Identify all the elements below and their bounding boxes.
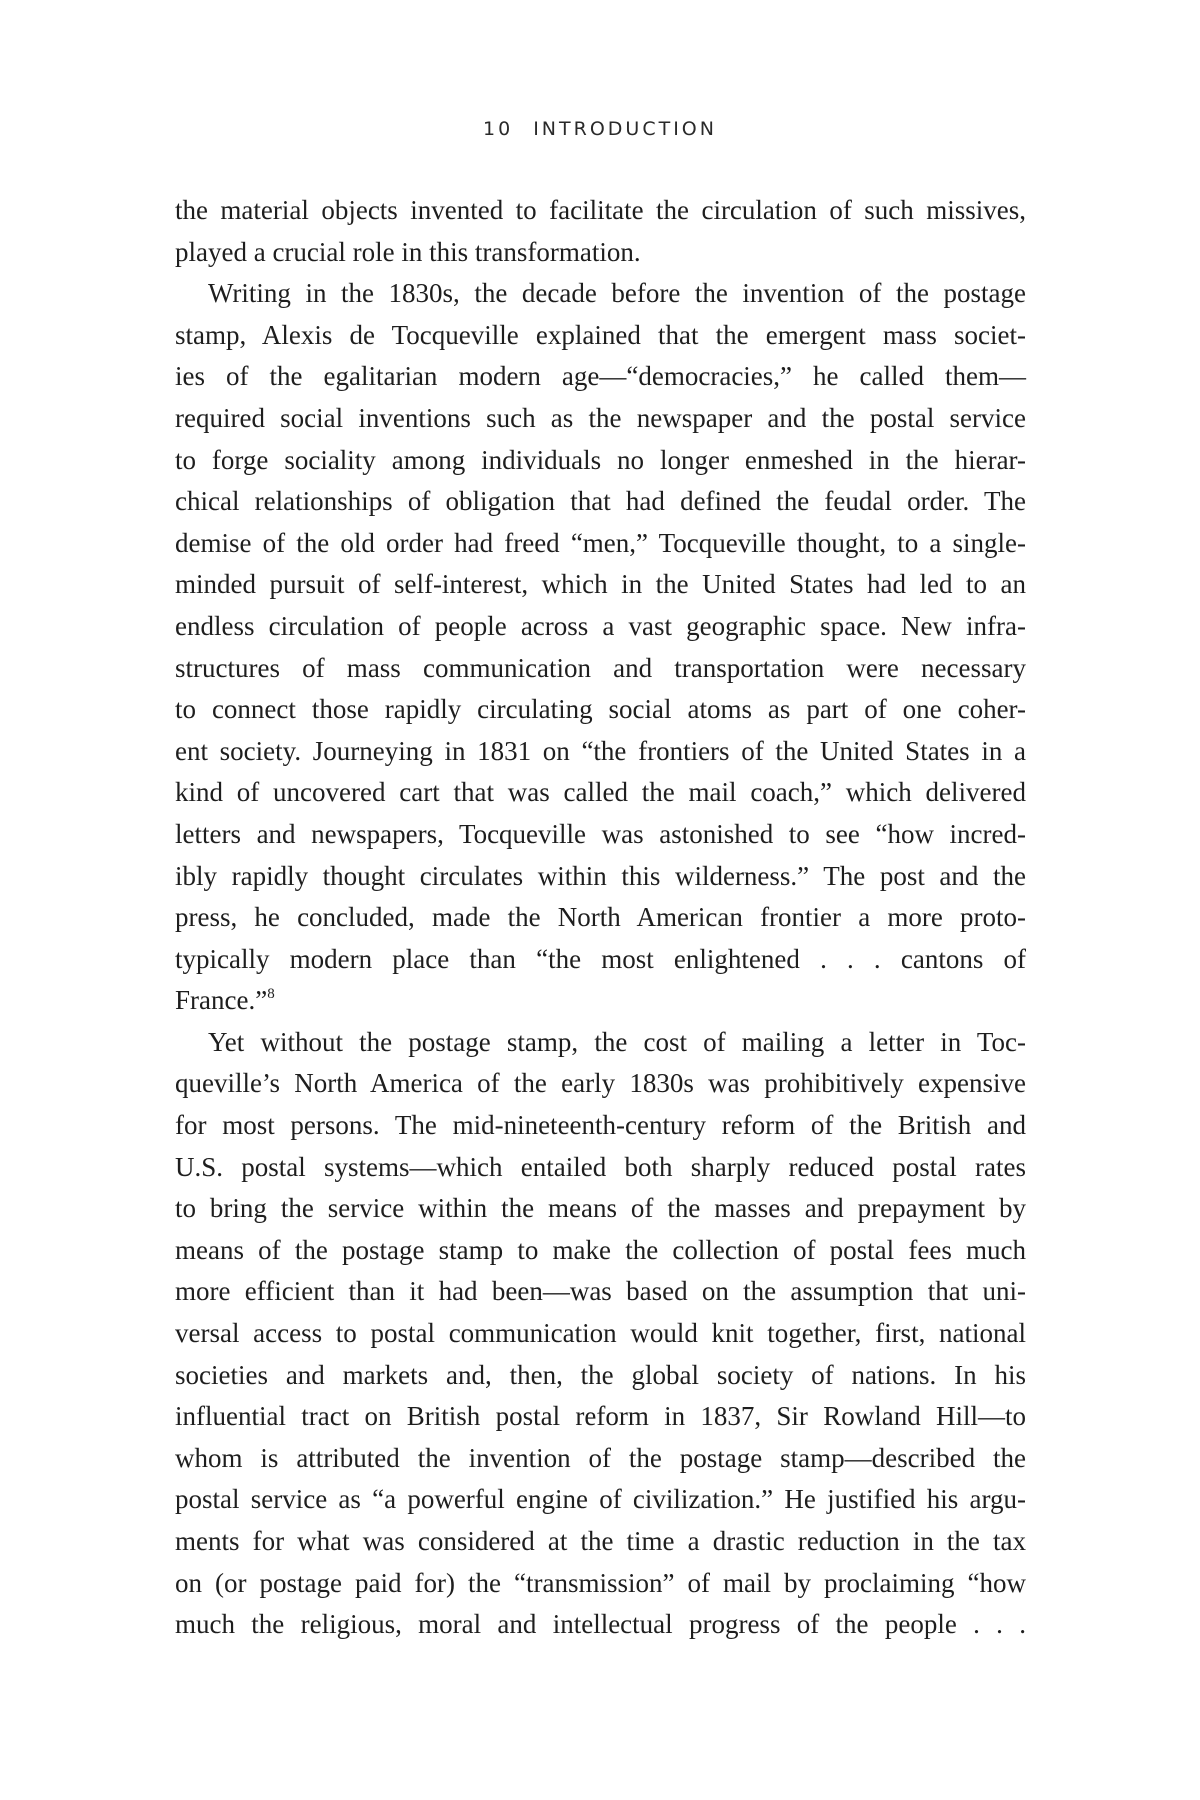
text-line: for most persons. The mid-nineteenth-century reform of the British and <box>175 1110 1026 1141</box>
text-line: demise of the old order had freed “men,” Tocqueville thought, to a single- <box>175 527 1026 558</box>
text-line: ent society. Journeying in 1831 on “the frontiers of the United States in a <box>175 735 1026 766</box>
text-line: to connect those rapidly circulating social atoms as part of one coher- <box>175 694 1026 725</box>
page-number: 10 <box>483 118 514 140</box>
text-line: played a crucial role in this transformation. <box>175 236 641 267</box>
text-line: ies of the egalitarian modern age—“democracies,” he called them— <box>175 361 1026 392</box>
text-line: postal service as “a powerful engine of civilization.” He justified his argu- <box>175 1484 1026 1515</box>
body-text <box>175 190 1026 1646</box>
section-title: INTRODUCTION <box>533 118 717 140</box>
text-line: structures of mass communication and transportation were necessary <box>175 652 1026 683</box>
text-line: endless circulation of people across a vast geographic space. New infra- <box>175 610 1026 641</box>
text-line: letters and newspapers, Tocqueville was astonished to see “how incred- <box>175 818 1026 849</box>
footnote-reference[interactable]: 8 <box>267 986 275 1003</box>
text-line: ments for what was considered at the time a drastic reduction in the tax <box>175 1526 1026 1556</box>
text-line: Writing in the 1830s, the decade before the invention of the postage <box>208 278 1026 309</box>
text-line: versal access to postal communication would knit together, first, national <box>175 1318 1026 1349</box>
text-line: ibly rapidly thought circulates within this wilderness.” The post and the <box>175 860 1026 891</box>
text-line: Yet without the postage stamp, the cost of mailing a letter in Toc- <box>208 1026 1026 1057</box>
text-line: press, he concluded, made the North American frontier a more proto- <box>175 902 1026 933</box>
text-line: queville’s North America of the early 1830s was prohibitively expensive <box>175 1068 1026 1099</box>
text-line: kind of uncovered cart that was called the mail coach,” which delivered <box>175 777 1026 808</box>
text-line: chical relationships of obligation that had defined the feudal order. The <box>175 486 1026 517</box>
text-line: much the religious, moral and intellectual progress of the people . . . <box>175 1609 1026 1640</box>
text-line: required social inventions such as the newspaper and the postal service <box>175 402 1026 433</box>
text-line: to bring the service within the means of the masses and prepayment by <box>175 1193 1026 1224</box>
text-line: societies and markets and, then, the global society of nations. In his <box>175 1359 1026 1390</box>
text-line: stamp, Alexis de Tocqueville explained that the emergent mass societ- <box>175 319 1026 350</box>
text-line: France.” <box>175 985 268 1016</box>
text-line: U.S. postal systems—which entailed both sharply reduced postal rates <box>175 1151 1026 1182</box>
text-line: more efficient than it had been—was based on the assumption that uni- <box>175 1276 1026 1307</box>
text-line: to forge sociality among individuals no longer enmeshed in the hierar- <box>175 444 1026 475</box>
text-line: the material objects invented to facilitate the circulation of such missives, <box>175 195 1026 225</box>
text-line: means of the postage stamp to make the collection of postal fees much <box>175 1234 1026 1265</box>
running-head <box>0 118 1200 140</box>
text-line: typically modern place than “the most enlightened . . . cantons of <box>175 943 1026 974</box>
text-line: influential tract on British postal reform in 1837, Sir Rowland Hill—to <box>175 1401 1026 1432</box>
text-line: whom is attributed the invention of the postage stamp—described the <box>175 1442 1026 1473</box>
text-line: on (or postage paid for) the “transmission” of mail by proclaiming “how <box>175 1567 1026 1598</box>
text-line-with-footnote <box>175 980 1026 1022</box>
text-line: minded pursuit of self-interest, which in the United States had led to an <box>175 569 1026 600</box>
